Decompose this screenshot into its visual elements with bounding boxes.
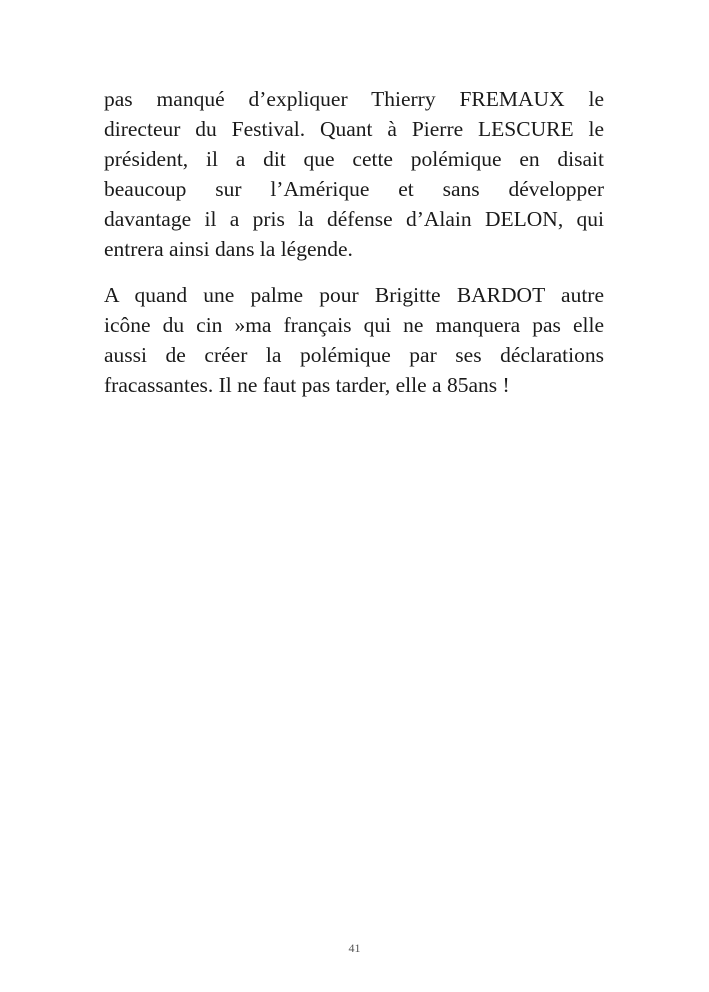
text-line: pas manqué d’expliquer Thierry FREMAUX le: [104, 87, 604, 111]
text-line: entrera ainsi dans la légende.: [104, 237, 353, 261]
text-line: icône du cin »ma français qui ne manquera pas elle: [104, 313, 604, 337]
text-line: A quand une palme pour Brigitte BARDOT autre: [104, 283, 604, 307]
text-line: aussi de créer la polémique par ses déclarations: [104, 343, 604, 367]
text-line: directeur du Festival. Quant à Pierre LESCURE le: [104, 117, 604, 141]
page-number: 41: [348, 941, 361, 955]
body-text: [104, 84, 604, 400]
text-line: davantage il a pris la défense d’Alain DELON, qui: [104, 207, 604, 231]
paragraph-spacer: [104, 264, 604, 280]
paragraph-2: [104, 280, 604, 400]
paragraph-1: [104, 84, 604, 264]
text-line: président, il a dit que cette polémique en disait: [104, 147, 604, 171]
text-line: fracassantes. Il ne faut pas tarder, elle a 85ans !: [104, 373, 510, 397]
text-line: beaucoup sur l’Amérique et sans développer: [104, 177, 604, 201]
